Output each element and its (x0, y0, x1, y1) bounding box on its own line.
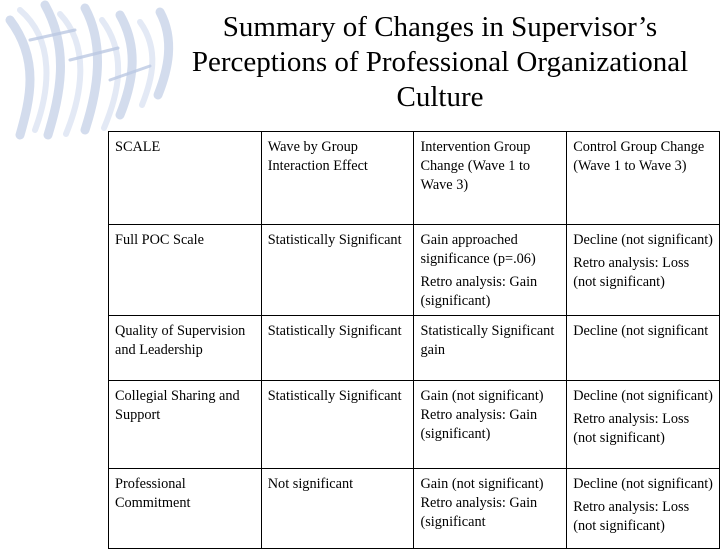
cell-text: Statistically Significant (267, 323, 402, 339)
table-cell (109, 381, 262, 469)
table-row (109, 225, 720, 316)
table-cell (567, 381, 720, 469)
cell-text: Gain (not significant) Retro analysis: Gain (significant) (420, 388, 544, 442)
cell-text: Retro analysis: Loss (not significant) (573, 499, 690, 534)
table-cell (567, 316, 720, 381)
cell-text: Retro analysis: Loss (not significant) (573, 411, 690, 446)
title-line: Culture (396, 81, 484, 113)
summary-table-body (109, 132, 720, 549)
table-header-cell (261, 132, 414, 225)
cell-text: Gain approached significance (p=.06) (420, 232, 536, 267)
cell-text: Statistically Significant (267, 388, 402, 404)
table-cell (109, 316, 262, 381)
table-cell (261, 469, 414, 549)
table-cell (109, 225, 262, 316)
cell-text: Full POC Scale (115, 232, 204, 248)
table-cell (567, 225, 720, 316)
table-header-cell (109, 132, 262, 225)
table-cell (414, 381, 567, 469)
table-cell (261, 225, 414, 316)
cell-text: Not significant (267, 476, 354, 492)
cell-text: Decline (not significant) (573, 388, 713, 404)
cell-text: Decline (not significant) (573, 476, 713, 492)
cell-text: Collegial Sharing and Support (115, 388, 240, 423)
table-row (109, 381, 720, 469)
table-row (109, 469, 720, 549)
cell-text: Wave by Group Interaction Effect (267, 139, 368, 174)
cell-text: Retro analysis: Loss (not significant) (573, 255, 690, 290)
cell-text: Control Group Change (Wave 1 to Wave 3) (573, 139, 705, 174)
cell-text: Decline (not significant (573, 323, 709, 339)
table-cell (261, 381, 414, 469)
table-cell (261, 316, 414, 381)
table-cell (414, 469, 567, 549)
table-header-cell (567, 132, 720, 225)
cell-text: Intervention Group Change (Wave 1 to Wave 3) (420, 139, 531, 193)
table-cell (414, 316, 567, 381)
cell-text: SCALE (115, 139, 161, 155)
table-row (109, 316, 720, 381)
title-line: Perceptions of Professional Organizational (191, 46, 689, 78)
cell-text: Decline (not significant) (573, 232, 713, 248)
page-title (140, 10, 720, 115)
cell-text: Quality of Supervision and Leadership (115, 323, 246, 358)
cell-text: Retro analysis: Gain (significant) (420, 274, 538, 309)
table-cell (414, 225, 567, 316)
cell-text: Statistically Significant (267, 232, 402, 248)
cell-text: Professional Commitment (115, 476, 191, 511)
title-line: Summary of Changes in Supervisor’s (222, 11, 658, 43)
table-cell (109, 469, 262, 549)
table-cell (567, 469, 720, 549)
cell-text: Statistically Significant gain (420, 323, 555, 358)
summary-table (108, 131, 720, 549)
cell-text: Gain (not significant) Retro analysis: Gain (significant (420, 476, 544, 530)
table-header-cell (414, 132, 567, 225)
table-header-row (109, 132, 720, 225)
